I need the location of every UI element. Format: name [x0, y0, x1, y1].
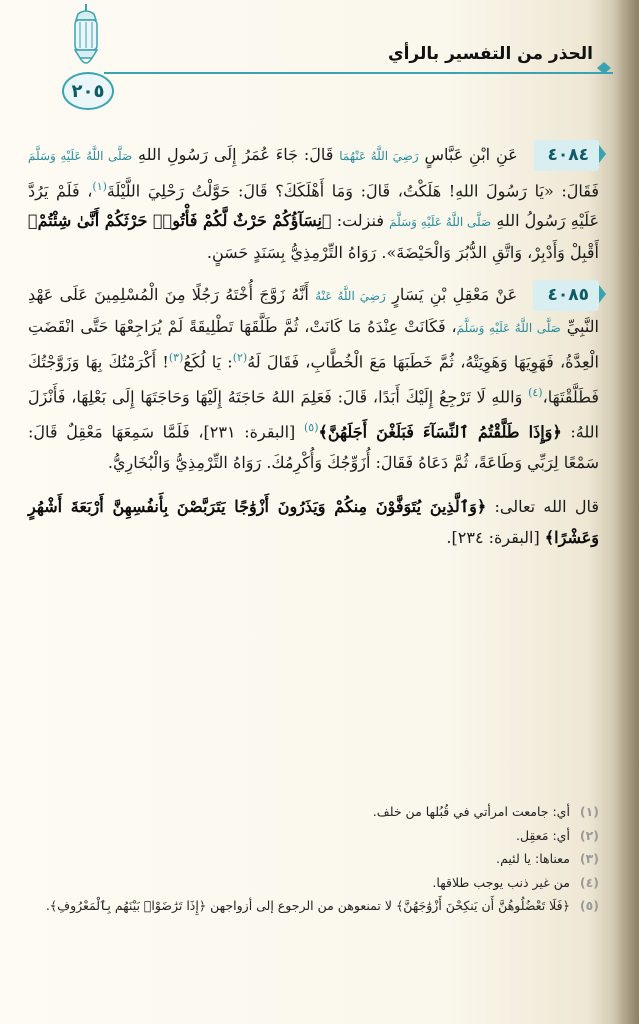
footnote-number: (٤)	[579, 874, 599, 890]
page-spine-shadow	[613, 0, 639, 1024]
hadith-text: فَقَالَ: «يَا رَسُولَ اللهِ! هَلَكْتُ، قَالَ: وَمَا أَهْلَكَكَ؟ قَالَ: حَوَّلْتُ رَحْلِيَ اللَّيْلَةَ	[106, 180, 600, 200]
hadith-text: وَاللهِ لَا تَرْجِعُ إِلَيْكَ أَبَدًا، قَالَ: فَعَلِمَ اللهُ حَاجَتَهُ إِلَيْهَا وَحَاجَتَهَا إِلَى بَعْلِهَا، فَأَنْزَلَ اللهُ:	[28, 387, 599, 442]
honorific: صَلَّى اللَّهُ عَلَيْهِ وَسَلَّمَ	[28, 149, 133, 163]
honorific: صَلَّى اللَّهُ عَلَيْهِ وَسَلَّمَ	[389, 215, 492, 230]
hadith-4085	[28, 280, 599, 478]
footnote-text: من غير ذنب يوجب طلاقها.	[432, 874, 570, 890]
quran-verse: ﴿نِسَآؤُكُمْ حَرْثٌ لَّكُمْ فَأْتُوا۟ حَرْثَكُمْ أَنَّىٰ شِئْتُمْ﴾	[28, 211, 332, 231]
quran-verse: ﴿وَإِذَا طَلَّقْتُمُ ٱلنِّسَآءَ فَبَلَغْنَ أَجَلَهُنَّ﴾	[318, 422, 562, 442]
hadith-text: ، فَلَمَّا سَمِعَهَا مَعْقِلٌ قَالَ: سَمْعًا لِرَبِّي وَطَاعَةً، ثُمَّ دَعَاهُ فَقَالَ: أُزَوِّجُكَ وَأُكْرِمُكَ. رَوَاهُ التِّرْمِذِيُّ وَالْبُخَارِيُّ.	[28, 422, 599, 472]
footnote-text: أي: جامعت امرأتي في قُبُلها من خلف.	[372, 804, 570, 819]
hadith-text: فنزلت:	[336, 211, 384, 231]
hadith-text: عَنْ مَعْقِلِ بْنِ يَسَارٍ	[392, 285, 518, 305]
footnote-number: (٥)	[579, 898, 599, 913]
honorific: صَلَّى اللَّهُ عَلَيْهِ وَسَلَّمَ	[456, 320, 561, 335]
footnote-marker[interactable]: (٣)	[168, 351, 184, 365]
hadith-text: : يَا لُكَعُ	[183, 352, 233, 372]
hadith-number: ٤٠٨٤	[534, 140, 600, 171]
footnote-text: معناها: يا لئيم.	[496, 851, 570, 866]
ayah-intro: قال الله تعالى:	[494, 497, 599, 517]
footnote-item	[40, 800, 599, 824]
hadith-text: ! أَكْرَمْتُكَ بِهَا وَزَوَّجْتُكَ فَطَلَّقْتَهَا،	[28, 352, 599, 407]
hadith-text: عَنِ ابْنِ عَبَّاسٍ	[424, 145, 518, 164]
surah-reference: [البقرة: ٢٣١]	[203, 422, 296, 442]
hadith-text: ، فَلَمْ يَرُدَّ عَلَيْهِ رَسُولُ اللهِ	[28, 180, 600, 231]
header-rule	[104, 72, 613, 74]
footnote-marker[interactable]: (٥)	[303, 420, 319, 434]
hadith-4084	[28, 140, 599, 268]
footnote-number: (٣)	[579, 851, 599, 866]
footnote-text: أي: مَعقِل.	[515, 827, 570, 843]
footnote-item	[40, 894, 599, 918]
quran-quote	[28, 492, 599, 553]
honorific: رَضِيَ اللَّهُ عَنْهُمَا	[339, 149, 419, 163]
footnote-text: ﴿فَلَا تَعْضُلُوهُنَّ أَن يَنكِحْنَ أَزْوَٰجَهُنَّ﴾ لا تمنعوهن من الرجوع إلى أزواجهن ﴿إِذَا تَرَٰضَوْا۟ بَيْنَهُم بِٱلْمَعْرُوفِ﴾.	[45, 898, 570, 913]
lantern-ornament-icon	[66, 4, 106, 74]
header-ornament-icon	[597, 62, 611, 74]
page-title: الحذر من التفسير بالرأي	[388, 44, 593, 64]
hadith-text: أَنَّهُ زَوَّجَ أُخْتَهُ رَجُلًا مِنَ الْمُسْلِمِينَ عَلَى عَهْدِ النَّبِيِّ	[28, 285, 599, 336]
footnotes	[40, 800, 599, 918]
footnote-item	[40, 871, 599, 895]
footnote-number: (١)	[579, 804, 599, 819]
footnote-item	[40, 847, 599, 871]
footnote-marker[interactable]: (١)	[92, 179, 107, 193]
hadith-text: قَالَ: جَاءَ عُمَرُ إِلَى رَسُولِ اللهِ	[138, 145, 334, 164]
page-number: ٢٠٥	[62, 72, 114, 110]
surah-reference: [البقرة: ٢٣٤].	[446, 527, 540, 547]
hadith-text: ، فَكَانَتْ عِنْدَهُ مَا كَانَتْ، ثُمَّ طَلَّقَهَا تَطْلِيقَةً لَمْ يُرَاجِعْهَا حَتَّى انْقَضَتِ الْعِدَّةُ، فَهَوِيَهَا وَهَوِيَتْهُ، ثُمَّ خَطَبَهَا مَعَ الْخُطَّابِ، فَقَالَ لَهُ	[28, 316, 600, 372]
honorific: رَضِيَ اللَّهُ عَنْهُ	[315, 289, 386, 304]
quran-verse: ﴿وَٱلَّذِينَ يُتَوَفَّوْنَ مِنكُمْ وَيَذَرُونَ أَزْوَٰجًا يَتَرَبَّصْنَ بِأَنفُسِهِنَّ أَرْبَعَةَ أَشْهُرٍ وَعَشْرًا﴾	[28, 497, 599, 547]
footnote-number: (٢)	[579, 827, 599, 843]
hadith-number: ٤٠٨٥	[533, 280, 599, 311]
main-text	[28, 140, 599, 565]
footnote-marker[interactable]: (٤)	[528, 386, 543, 400]
footnote-item	[40, 824, 599, 848]
hadith-text: أَقْبِلْ وَأَدْبِرْ، وَاتَّقِ الدُّبُرَ وَالْحَيْضَةَ». رَوَاهُ التِّرْمِذِيُّ بِسَنَدٍ حَسَنٍ.	[206, 242, 599, 262]
footnote-marker[interactable]: (٢)	[232, 351, 248, 365]
